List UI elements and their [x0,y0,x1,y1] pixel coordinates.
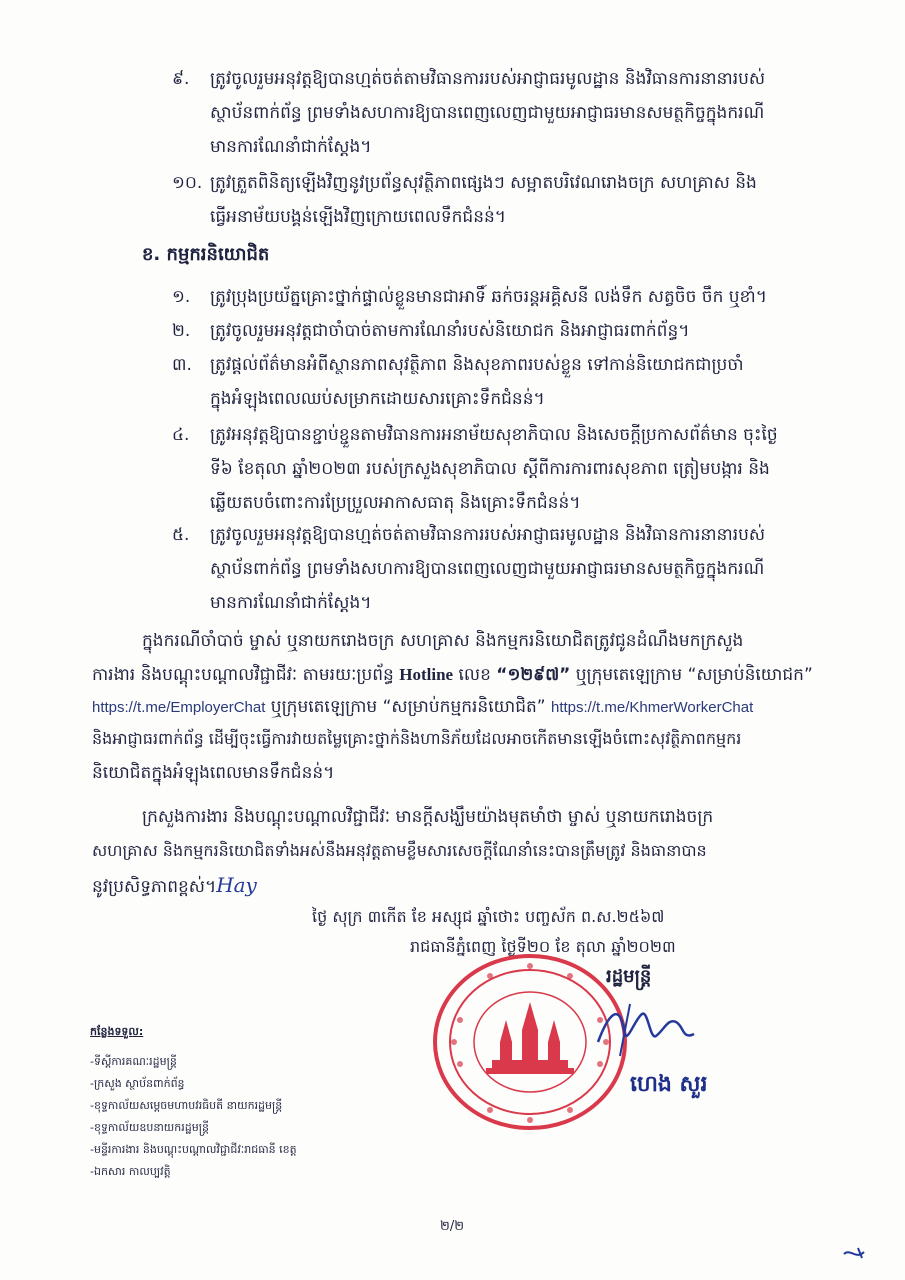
initials-signature: Hay [216,873,257,897]
employer-telegram-link[interactable]: https://t.me/EmployerChat [92,699,266,716]
hotline-number: “១២៩៧” [496,665,571,685]
contact-para-line-4: និងអាជ្ញាធរពាក់ព័ន្ធ ដើម្បីចុះធ្វើការវាយតម្លៃគ្រោះថ្នាក់និងហានិភ័យដែលអាចកើតមានឡើងចំពោះសុវត្ថិភាពកម្មករ [92,729,742,748]
worker-telegram-link[interactable]: https://t.me/KhmerWorkerChat [551,699,754,716]
contact-para-line-3: https://t.me/EmployerChat ឬក្រុមតេឡេក្រាម “សម្រាប់កម្មករនិយោជិត” https://t.me/KhmerWorkerChat [92,697,754,717]
recipient-item: -ក្រសួង ស្ថាប័នពាក់ព័ន្ធ [90,1077,185,1090]
lunar-date-line: ថ្ងៃ សុក្រ ៣កើត ខែ អស្សុជ ឆ្នាំថោះ បញ្ចស័ក ព.ស.២៥៦៧ [312,907,665,926]
corner-mark-icon [840,1244,870,1264]
contact-para-line-5: និយោជិតក្នុងអំឡុងពេលមានទឹកជំនន់។ [92,763,335,783]
worker-item-2: ២. ត្រូវចូលរួមអនុវត្តជាចាំបាច់តាមការណែនាំរបស់និយោជក និងអាជ្ញាធរពាក់ព័ន្ធ។ [172,321,690,341]
worker-item-5-line-2: ស្ថាប័នពាក់ព័ន្ធ ព្រមទាំងសហការឱ្យបានពេញលេញជាមួយអាជ្ញាធរមានសមត្ថកិច្ចក្នុងករណី [210,559,765,579]
contact-para-line-1: ក្នុងករណីចាំបាច់ ម្ចាស់ ឬនាយករោងចក្រ សហគ្រាស និងកម្មករនិយោជិតត្រូវជូនដំណឹងមកក្រសួង [142,631,744,651]
minister-signature-icon [590,1000,700,1060]
recipient-item: -ឯកសារ កាលប្បវត្តិ [90,1165,171,1178]
employer-item-10-line-2: ធ្វើអនាម័យបង្គន់ឡើងវិញក្រោយពេលទឹកជំនន់។ [210,207,507,227]
solar-date-line: រាជធានីភ្នំពេញ ថ្ងៃទី២០ ខែ តុលា ឆ្នាំ២០២៣ [410,937,676,956]
worker-item-5-line-1: ៥. ត្រូវចូលរួមអនុវត្តឱ្យបានហ្មត់ចត់តាមវិធានការរបស់អាជ្ញាធរមូលដ្ឋាន និងវិធានការនានារបស់ [172,525,766,545]
contact-para-line-2: ការងារ និងបណ្តុះបណ្តាលវិជ្ជាជីវៈ តាមរយៈប្រព័ន្ធ Hotline លេខ “១២៩៧” ឬក្រុមតេឡេក្រាម “សម្រាប់និយោជក” [92,665,813,685]
worker-item-5-line-3: មានការណែនាំជាក់ស្តែង។ [210,593,372,613]
recipient-item: -ខុទ្ទកាល័យឧបនាយករដ្ឋមន្ត្រី [90,1121,209,1134]
section-b-heading: ខ. កម្មករនិយោជិត [142,244,270,265]
minister-title: រដ្ឋមន្ត្រី [606,966,652,987]
employer-item-9-line-3: មានការណែនាំជាក់ស្តែង។ [210,137,372,157]
closing-para-line-3: នូវប្រសិទ្ធភាពខ្ពស់។Hay [92,873,257,897]
worker-item-1: ១. ត្រូវប្រុងប្រយ័ត្នគ្រោះថ្នាក់ផ្ទាល់ខ្លួនមានជាអាទិ៍ ឆក់ចរន្តអគ្គិសនី លង់ទឹក សត្វចិច ចឹក ឬខាំ។ [172,287,767,307]
signer-name: ហេង សួរ [630,1072,708,1097]
employer-item-10-line-1: ១០. ត្រូវត្រួតពិនិត្យឡើងវិញនូវប្រព័ន្ធសុវត្ថិភាពផ្សេងៗ សម្អាតបរិវេណរោងចក្រ សហគ្រាស និង [172,173,757,193]
recipient-item: -មន្ទីរការងារ និងបណ្តុះបណ្តាលវិជ្ជាជីវៈរាជធានី ខេត្ត [90,1143,297,1156]
worker-item-3-line-2: ក្នុងអំឡុងពេលឈប់សម្រាកដោយសារគ្រោះទឹកជំនន់។ [210,389,545,409]
worker-item-4-line-1: ៤. ត្រូវអនុវត្តឱ្យបានខ្ជាប់ខ្ជួនតាមវិធានការអនាម័យសុខាភិបាល និងសេចក្តីប្រកាសព័ត៌មាន ចុះថ្ងៃ [172,425,778,445]
closing-para-line-1: ក្រសួងការងារ និងបណ្តុះបណ្តាលវិជ្ជាជីវៈ មានក្តីសង្ឃឹមយ៉ាងមុតមាំថា ម្ចាស់ ឬនាយករោងចក្រ [142,807,714,827]
hotline-label: Hotline [399,665,454,684]
worker-item-4-line-2: ទី៦ ខែតុលា ឆ្នាំ២០២៣ របស់ក្រសួងសុខាភិបាល ស្តីពីការការពារសុខភាព ត្រៀមបង្ការ និង [210,459,770,479]
closing-para-line-2: សហគ្រាស និងកម្មករនិយោជិតទាំងអស់នឹងអនុវត្តតាមខ្លឹមសារសេចក្តីណែនាំនេះបានត្រឹមត្រូវ និងធានាបាន [92,841,707,860]
employer-item-9-line-2: ស្ថាប័នពាក់ព័ន្ធ ព្រមទាំងសហការឱ្យបានពេញលេញជាមួយអាជ្ញាធរមានសមត្ថកិច្ចក្នុងករណី [210,103,765,123]
recipient-item: -ទីស្តីការគណៈរដ្ឋមន្ត្រី [90,1055,177,1068]
recipients-title: កន្លែងទទួល: [90,1025,144,1038]
worker-item-3-line-1: ៣. ត្រូវផ្តល់ព័ត៌មានអំពីស្ថានភាពសុវត្ថិភាព និងសុខភាពរបស់ខ្លួន ទៅកាន់និយោជកជាប្រចាំ [172,355,744,375]
page-number: ២/២ [440,1219,465,1234]
recipient-item: -ខុទ្ទកាល័យសម្តេចមហាបវរធិបតី នាយករដ្ឋមន្ត្រី [90,1099,283,1112]
employer-item-9-line-1: ៩. ត្រូវចូលរួមអនុវត្តឱ្យបានហ្មត់ចត់តាមវិធានការរបស់អាជ្ញាធរមូលដ្ឋាន និងវិធានការនានារបស់ [172,69,766,89]
worker-item-4-line-3: ឆ្លើយតបចំពោះការប្រែប្រួលអាកាសធាតុ និងគ្រោះទឹកជំនន់។ [210,493,581,513]
